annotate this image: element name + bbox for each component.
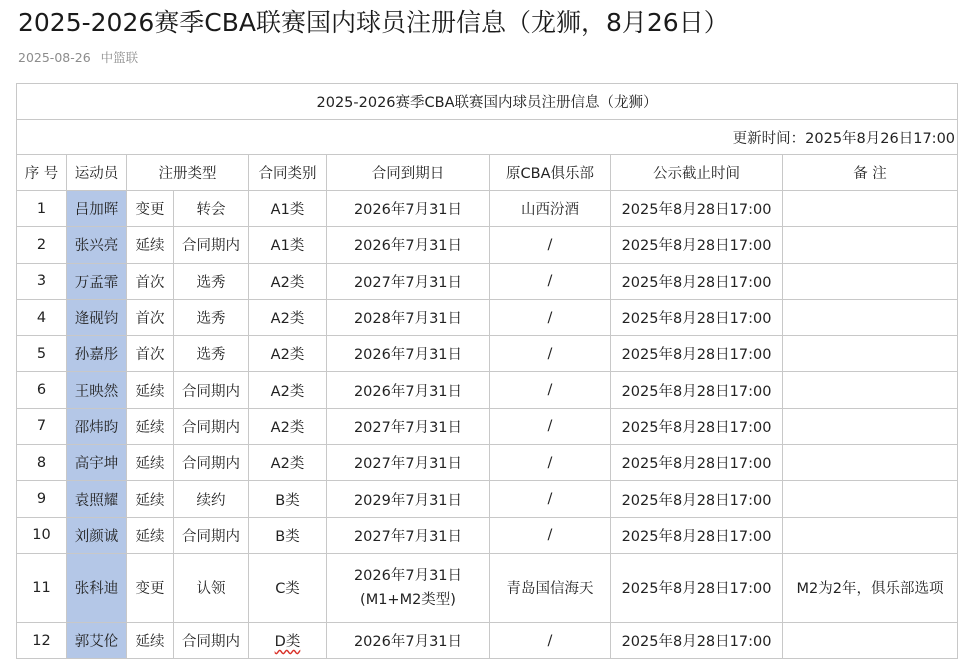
cell-reg-kind: 变更	[127, 191, 174, 227]
cell-athlete: 袁照耀	[67, 481, 127, 517]
cell-reg-kind: 延续	[127, 445, 174, 481]
cell-reg-detail: 续约	[174, 481, 249, 517]
cell-deadline: 2025年8月28日17:00	[611, 372, 783, 408]
cell-reg-detail: 选秀	[174, 336, 249, 372]
update-value: 2025年8月26日17:00	[805, 130, 956, 147]
header-contract-type: 合同类别	[249, 155, 327, 191]
cell-remark: M2为2年，俱乐部选项	[783, 553, 958, 622]
cell-reg-detail: 转会	[174, 191, 249, 227]
cell-expiry: 2027年7月31日	[327, 517, 490, 553]
header-deadline: 公示截止时间	[611, 155, 783, 191]
cell-reg-kind: 延续	[127, 227, 174, 263]
cell-athlete: 郭艾伦	[67, 622, 127, 658]
publish-date: 2025-08-26	[18, 50, 91, 65]
cell-athlete: 吕加晖	[67, 191, 127, 227]
cell-remark	[783, 408, 958, 444]
cell-contract-type: A2类	[249, 336, 327, 372]
header-remark: 备 注	[783, 155, 958, 191]
cell-expiry: 2027年7月31日	[327, 263, 490, 299]
header-prev-club: 原CBA俱乐部	[490, 155, 611, 191]
table-row	[17, 408, 958, 444]
cell-expiry: 2026年7月31日	[327, 191, 490, 227]
cell-expiry: 2027年7月31日	[327, 408, 490, 444]
page-title: 2025-2026赛季CBA联赛国内球员注册信息（龙狮，8月26日）	[18, 8, 729, 37]
cell-reg-kind: 延续	[127, 372, 174, 408]
cell-athlete: 高宇坤	[67, 445, 127, 481]
table-header	[17, 155, 958, 191]
cell-reg-kind: 变更	[127, 553, 174, 622]
header-index: 序 号	[17, 155, 67, 191]
source-name[interactable]: 中篮联	[100, 50, 139, 65]
cell-reg-kind: 首次	[127, 299, 174, 335]
cell-expiry: 2026年7月31日	[327, 372, 490, 408]
table-row	[17, 372, 958, 408]
cell-deadline: 2025年8月28日17:00	[611, 408, 783, 444]
cell-deadline: 2025年8月28日17:00	[611, 191, 783, 227]
cell-prev-club: /	[490, 481, 611, 517]
cell-expiry: 2026年7月31日	[327, 336, 490, 372]
table-row	[17, 622, 958, 658]
cell-prev-club: /	[490, 622, 611, 658]
cell-athlete: 万孟霏	[67, 263, 127, 299]
cell-remark	[783, 517, 958, 553]
cell-remark	[783, 445, 958, 481]
cell-athlete: 王映然	[67, 372, 127, 408]
cell-athlete: 逄砚钧	[67, 299, 127, 335]
header-expiry: 合同到期日	[327, 155, 490, 191]
cell-remark	[783, 336, 958, 372]
cell-deadline: 2025年8月28日17:00	[611, 553, 783, 622]
cell-remark	[783, 227, 958, 263]
cell-contract-type: A2类	[249, 263, 327, 299]
cell-expiry: 2029年7月31日	[327, 481, 490, 517]
cell-index: 5	[17, 336, 67, 372]
registration-table	[16, 83, 958, 659]
table-row	[17, 445, 958, 481]
expiry-note: (M1+M2类型)	[360, 591, 456, 608]
cell-prev-club: 青岛国信海天	[490, 553, 611, 622]
cell-deadline: 2025年8月28日17:00	[611, 299, 783, 335]
cell-index: 12	[17, 622, 67, 658]
cell-reg-detail: 选秀	[174, 263, 249, 299]
cell-index: 6	[17, 372, 67, 408]
cell-prev-club: /	[490, 336, 611, 372]
article-meta	[18, 48, 138, 66]
cell-contract-type: A1类	[249, 191, 327, 227]
cell-prev-club: /	[490, 227, 611, 263]
cell-deadline: 2025年8月28日17:00	[611, 445, 783, 481]
cell-contract-type: A1类	[249, 227, 327, 263]
cell-contract-type: B类	[249, 481, 327, 517]
cell-index: 3	[17, 263, 67, 299]
cell-reg-kind: 延续	[127, 517, 174, 553]
cell-deadline: 2025年8月28日17:00	[611, 227, 783, 263]
cell-expiry: 2026年7月31日	[327, 622, 490, 658]
cell-expiry	[327, 553, 490, 622]
cell-athlete: 刘颜诚	[67, 517, 127, 553]
cell-reg-detail: 合同期内	[174, 372, 249, 408]
table-caption: 2025-2026赛季CBA联赛国内球员注册信息（龙狮）	[17, 84, 958, 120]
cell-reg-detail: 合同期内	[174, 445, 249, 481]
cell-index: 7	[17, 408, 67, 444]
cell-remark	[783, 372, 958, 408]
cell-athlete: 孙嘉彤	[67, 336, 127, 372]
cell-contract-type: B类	[249, 517, 327, 553]
cell-athlete: 张兴亮	[67, 227, 127, 263]
cell-remark	[783, 481, 958, 517]
cell-expiry: 2028年7月31日	[327, 299, 490, 335]
table-row	[17, 517, 958, 553]
cell-index: 2	[17, 227, 67, 263]
cell-reg-kind: 延续	[127, 408, 174, 444]
cell-deadline: 2025年8月28日17:00	[611, 263, 783, 299]
cell-index: 11	[17, 553, 67, 622]
table-row	[17, 299, 958, 335]
cell-prev-club: /	[490, 299, 611, 335]
table-row	[17, 191, 958, 227]
cell-prev-club: /	[490, 517, 611, 553]
cell-reg-detail: 认领	[174, 553, 249, 622]
cell-reg-detail: 选秀	[174, 299, 249, 335]
cell-reg-kind: 首次	[127, 336, 174, 372]
update-time	[17, 120, 958, 155]
table-row	[17, 227, 958, 263]
cell-remark	[783, 299, 958, 335]
expiry-date: 2026年7月31日	[353, 567, 463, 584]
update-label: 更新时间：	[732, 130, 806, 147]
table-row	[17, 481, 958, 517]
cell-expiry: 2027年7月31日	[327, 445, 490, 481]
cell-expiry: 2026年7月31日	[327, 227, 490, 263]
cell-prev-club: /	[490, 445, 611, 481]
cell-reg-kind: 延续	[127, 481, 174, 517]
cell-contract-type: A2类	[249, 372, 327, 408]
cell-contract-type: A2类	[249, 299, 327, 335]
table-row	[17, 553, 958, 622]
cell-reg-kind: 首次	[127, 263, 174, 299]
cell-index: 1	[17, 191, 67, 227]
cell-index: 9	[17, 481, 67, 517]
cell-index: 4	[17, 299, 67, 335]
cell-athlete: 张科迪	[67, 553, 127, 622]
cell-deadline: 2025年8月28日17:00	[611, 481, 783, 517]
table-row	[17, 336, 958, 372]
header-athlete: 运动员	[67, 155, 127, 191]
cell-deadline: 2025年8月28日17:00	[611, 336, 783, 372]
table-row	[17, 263, 958, 299]
cell-index: 10	[17, 517, 67, 553]
cell-remark	[783, 622, 958, 658]
cell-athlete: 邵炜昀	[67, 408, 127, 444]
cell-reg-kind: 延续	[127, 622, 174, 658]
cell-contract-type: A2类	[249, 408, 327, 444]
cell-contract-type: C类	[249, 553, 327, 622]
cell-remark	[783, 263, 958, 299]
cell-contract-type: A2类	[249, 445, 327, 481]
cell-deadline: 2025年8月28日17:00	[611, 517, 783, 553]
cell-prev-club: /	[490, 408, 611, 444]
cell-prev-club: 山西汾酒	[490, 191, 611, 227]
cell-reg-detail: 合同期内	[174, 622, 249, 658]
cell-reg-detail: 合同期内	[174, 227, 249, 263]
cell-index: 8	[17, 445, 67, 481]
cell-prev-club: /	[490, 372, 611, 408]
contract-type-text: D类	[274, 634, 301, 651]
cell-prev-club: /	[490, 263, 611, 299]
cell-reg-detail: 合同期内	[174, 408, 249, 444]
cell-contract-type	[249, 622, 327, 658]
cell-deadline: 2025年8月28日17:00	[611, 622, 783, 658]
cell-reg-detail: 合同期内	[174, 517, 249, 553]
cell-remark	[783, 191, 958, 227]
header-reg-type: 注册类型	[127, 155, 249, 191]
